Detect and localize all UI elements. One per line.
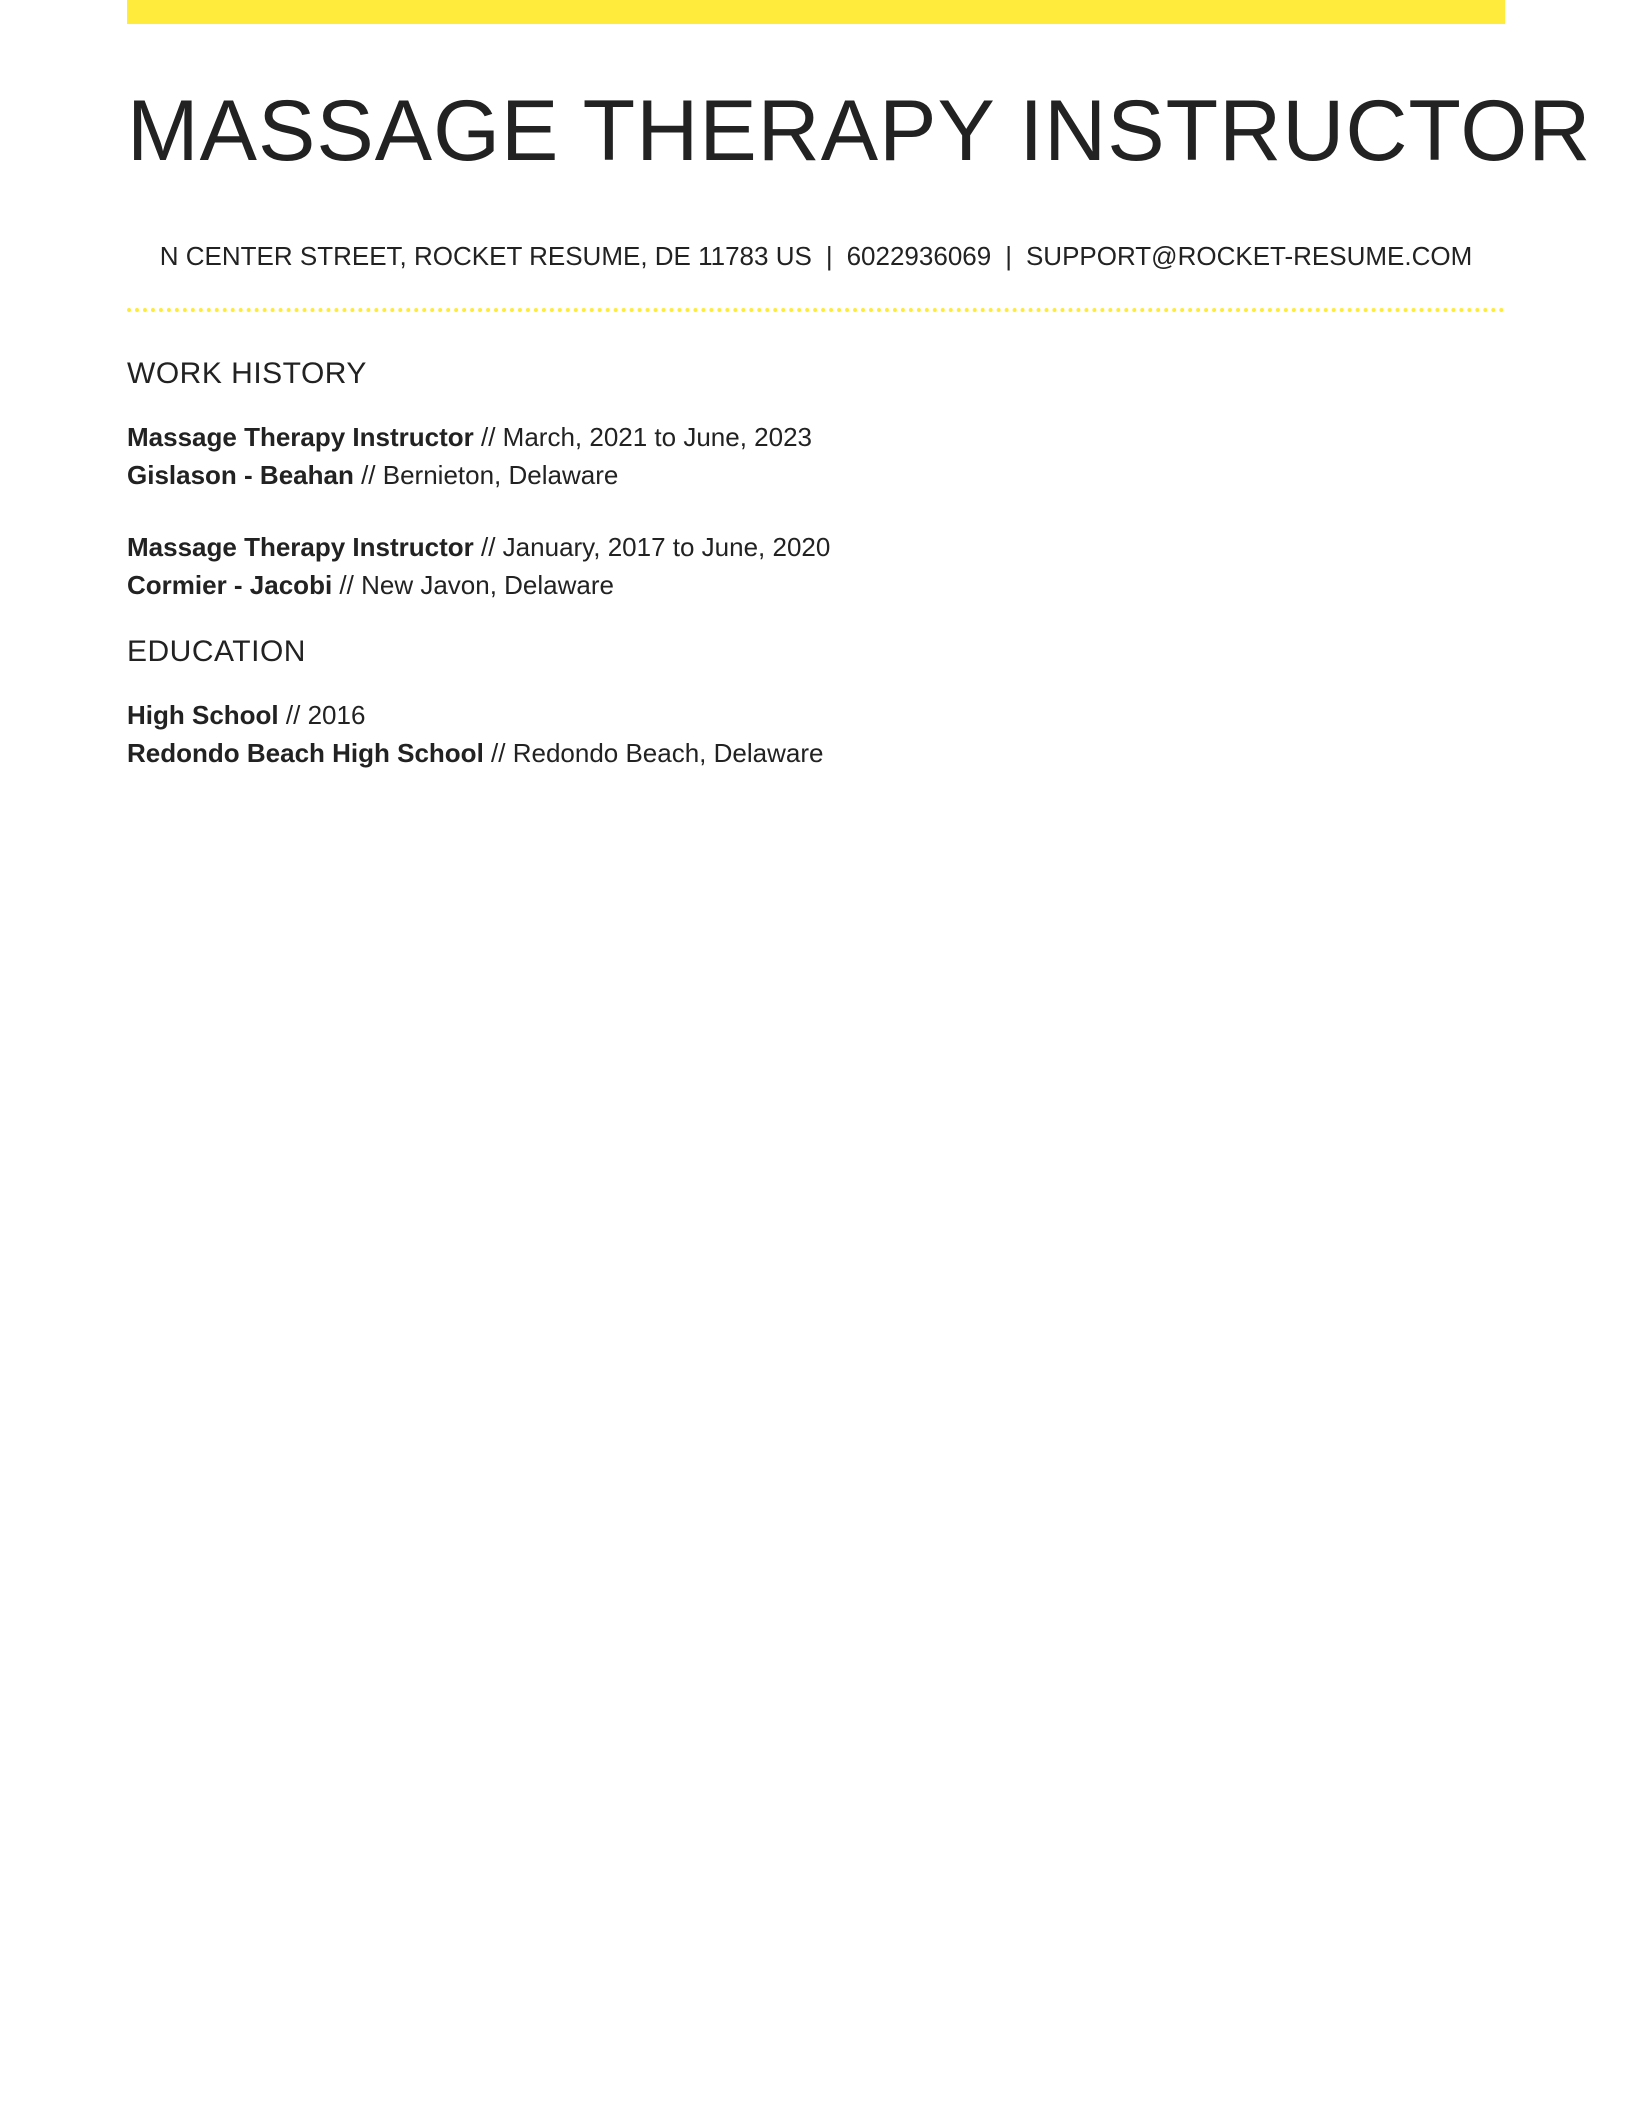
- job-dates: // January, 2017 to June, 2020: [481, 531, 831, 562]
- work-entry: [127, 528, 1505, 604]
- school-location: // Redondo Beach, Delaware: [491, 737, 824, 768]
- school-name: Redondo Beach High School: [127, 737, 484, 768]
- company-location: // Bernieton, Delaware: [361, 459, 619, 490]
- job-dates: // March, 2021 to June, 2023: [481, 421, 813, 452]
- job-title: Massage Therapy Instructor: [127, 531, 474, 562]
- company-location: // New Javon, Delaware: [339, 569, 614, 600]
- education-degree-line: [127, 696, 1505, 734]
- education-entry: [127, 696, 1505, 772]
- resume-title: MASSAGE THERAPY INSTRUCTOR: [127, 83, 1592, 179]
- work-entry-company-line: [127, 566, 1505, 604]
- contact-phone: 6022936069: [846, 240, 992, 271]
- contact-email: SUPPORT@ROCKET-RESUME.COM: [1025, 240, 1473, 271]
- job-title: Massage Therapy Instructor: [127, 421, 474, 452]
- contact-address: N CENTER STREET, ROCKET RESUME, DE 11783 US: [159, 240, 812, 271]
- work-entry: [127, 418, 1505, 494]
- work-entry-title-line: [127, 528, 1505, 566]
- contact-separator: |: [1005, 240, 1012, 271]
- company-name: Gislason - Beahan: [127, 459, 354, 490]
- education-heading: EDUCATION: [127, 634, 306, 668]
- company-name: Cormier - Jacobi: [127, 569, 333, 600]
- degree: High School: [127, 699, 279, 730]
- contact-line: [127, 241, 1505, 272]
- graduation-year: // 2016: [285, 699, 366, 730]
- work-history-heading: WORK HISTORY: [127, 356, 367, 390]
- education-school-line: [127, 734, 1505, 772]
- accent-bar: [127, 0, 1505, 24]
- resume-page: [127, 0, 1592, 772]
- dotted-divider: [127, 308, 1505, 312]
- work-entry-company-line: [127, 456, 1505, 494]
- work-entry-title-line: [127, 418, 1505, 456]
- contact-separator: |: [825, 240, 833, 271]
